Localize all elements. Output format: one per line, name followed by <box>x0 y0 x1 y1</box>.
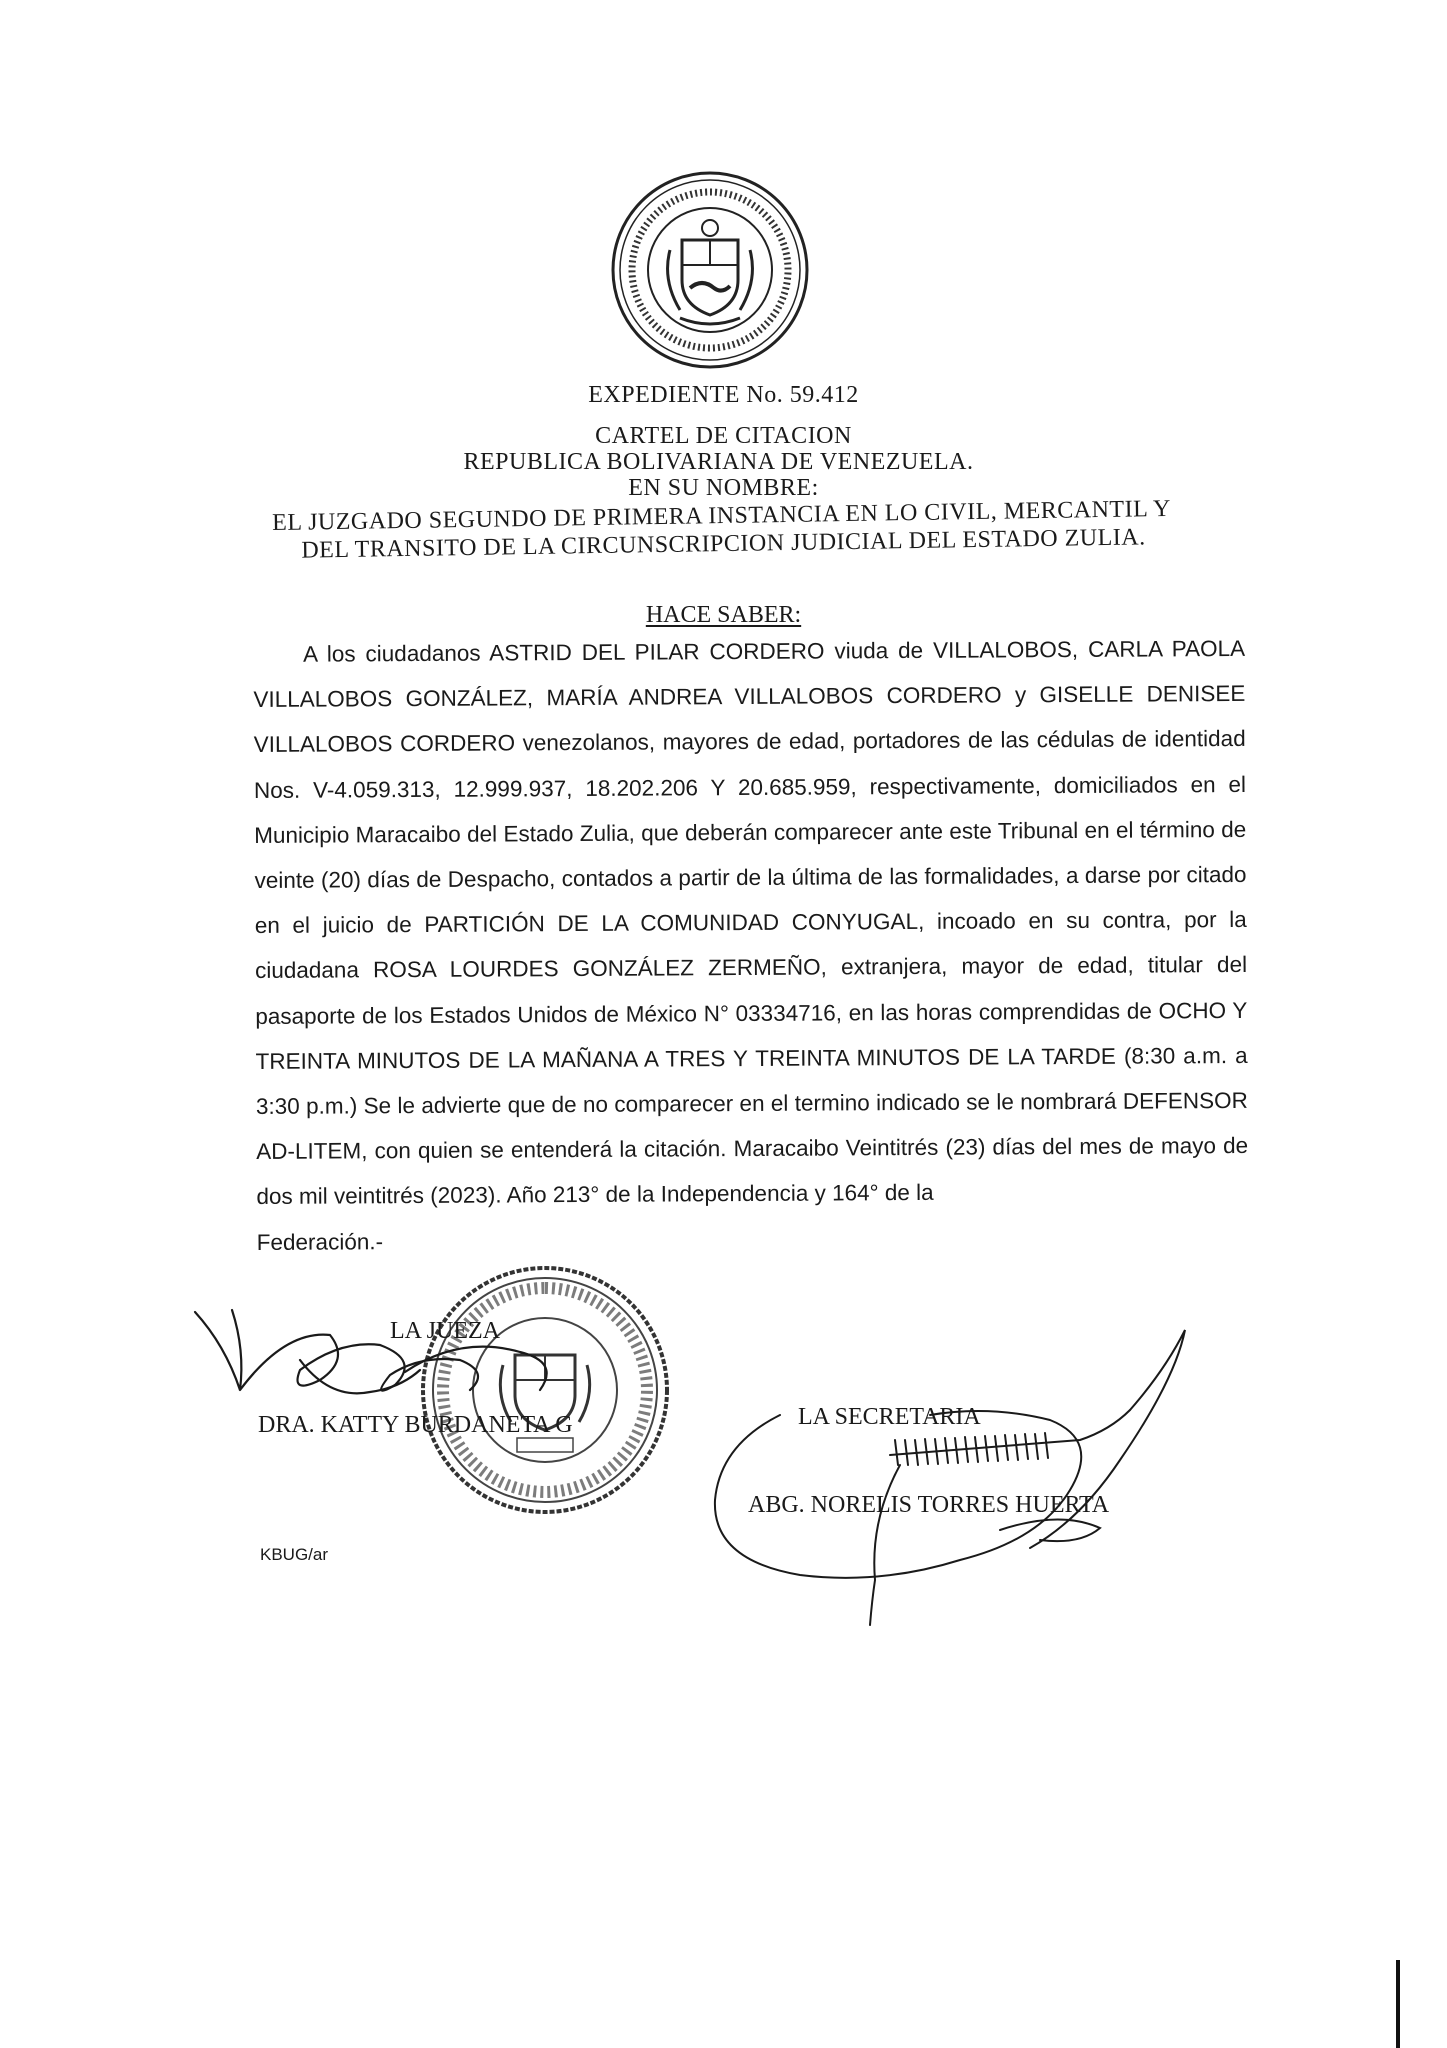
judge-name: DRA. KATTY BURDANETA G <box>258 1412 573 1438</box>
hace-saber-heading: HACE SABER: <box>645 602 802 628</box>
judge-title: LA JUEZA <box>390 1318 500 1344</box>
coat-of-arms-seal-top <box>610 170 810 370</box>
document-initials: KBUG/ar <box>260 1545 329 1564</box>
secretary-name: ABG. NORELIS TORRES HUERTA <box>748 1492 1110 1518</box>
document-title: CARTEL DE CITACION <box>595 423 852 449</box>
citation-body <box>253 626 1249 1265</box>
secretary-signature <box>715 1330 1185 1625</box>
secretary-title: LA SECRETARIA <box>798 1404 981 1430</box>
court-name-line-2: DEL TRANSITO DE LA CIRCUNSCRIPCION JUDICIAL DEL ESTADO ZULIA. <box>301 524 1146 564</box>
scan-edge-mark <box>1396 1960 1400 2048</box>
en-su-nombre: EN SU NOMBRE: <box>628 475 819 501</box>
expediente-number: EXPEDIENTE No. 59.412 <box>588 382 859 408</box>
citation-closing: Federación.- <box>256 1228 384 1255</box>
court-seal-bottom <box>415 1260 675 1520</box>
court-name-line-1: EL JUZGADO SEGUNDO DE PRIMERA INSTANCIA EN LO CIVIL, MERCANTIL Y <box>271 495 1172 537</box>
republic-name: REPUBLICA BOLIVARIANA DE VENEZUELA. <box>463 449 974 475</box>
citation-paragraph: A los ciudadanos ASTRID DEL PILAR CORDERO viuda de VILLALOBOS, CARLA PAOLA VILLALOBOS GONZÁLEZ, MARÍA ANDREA VILLALOBOS CORDERO y GISELLE DENISEE VILLALOBOS CORDERO venezolanos, mayores de edad, portadores de las cédulas de identidad Nos. V-4.059.313, 12.999.937, 18.202.206 Y 20.685.959, respectivamente, domiciliados en el Municipio Maracaibo del Estado Zulia, que deberán comparecer ante este Tribunal en el término de veinte (20) días de Despacho, contados a partir de la última de las formalidades, a darse por citado en el juicio de PARTICIÓN DE LA COMUNIDAD CONYUGAL, incoado en su contra, por la ciudadana ROSA LOURDES GONZÁLEZ ZERMEÑO, extranjera, mayor de edad, titular del pasaporte de los Estados Unidos de México N° 03334716, en las horas comprendidas de OCHO Y TREINTA MINUTOS DE LA MAÑANA A TRES Y TREINTA MINUTOS DE LA TARDE (8:30 a.m. a 3:30 p.m.) Se le advierte que de no comparecer en el termino indicado se le nombrará DEFENSOR AD-LITEM, con quien se entenderá la citación. Maracaibo Veintitrés (23) días del mes de mayo de dos mil veintitrés (2023). Año 213° de la Independencia y 164° de la <box>253 635 1249 1210</box>
